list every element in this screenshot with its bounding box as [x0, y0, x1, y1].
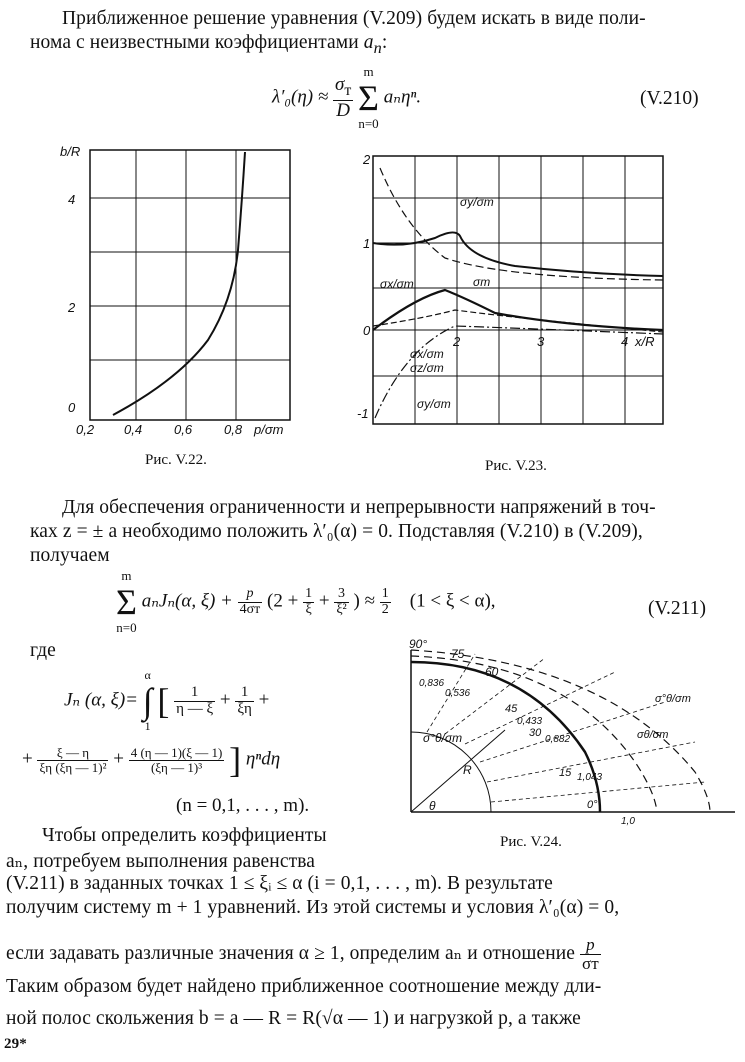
eq211-frac-half: $\frac{1}{2}$	[381, 585, 389, 617]
fig22-xtick-04: 0,4	[124, 422, 143, 437]
fig23-ytick-0: 0	[363, 323, 371, 338]
eq211-condition: (1 < ξ < α),	[409, 590, 496, 612]
fig23-ytick-m1: -1	[357, 406, 369, 421]
eq210-frac: $\frac{\sigma_т}{D}$	[335, 74, 352, 121]
para2-line-7: ной полос скольжения b = a — R = R(√α — 1) и нагрузкой p, а также	[6, 1008, 581, 1029]
figure-v23	[345, 148, 675, 448]
eq211-number: (V.211)	[648, 598, 706, 619]
fig24-label-theta: θ	[429, 799, 436, 813]
fig22-grid	[90, 150, 290, 420]
para2-line-1: Чтобы определить коэффициенты	[42, 825, 327, 846]
intro-line-2: нома с неизвестными коэффициентами $a_n$:	[30, 32, 388, 57]
fig22-caption: Рис. V.22.	[145, 452, 207, 468]
fig23-caption: Рис. V.23.	[485, 458, 547, 474]
j-tail: ηⁿdη	[245, 748, 281, 770]
fig24-caption: Рис. V.24.	[500, 834, 562, 850]
fig24-angle-30: 30	[529, 727, 542, 739]
eq211-plus: +	[318, 590, 330, 612]
j-integral: α ∫ 1	[142, 668, 153, 733]
fig23-xtick-3: 3	[537, 334, 545, 349]
eq211-frac-p: $\frac{p}{4\sigma т}$	[239, 585, 261, 617]
fig22-ytick-0: 0	[68, 400, 76, 415]
fig24-angle-15: 15	[559, 767, 572, 779]
eq210-term: aₙηⁿ.	[383, 86, 422, 108]
eq211-frac-1-xi: $\frac{1}{\xi}$	[305, 585, 313, 617]
eq211-body: aₙJₙ(α, ξ) +	[141, 590, 233, 612]
intro-line-1: Приближенное решение уравнения (V.209) будем искать в виде поли-	[62, 8, 646, 29]
fig24-val-0433: 0,433	[517, 716, 543, 727]
eq211-sum: m Σ n=0	[116, 568, 137, 635]
eq210-sum: m Σ n=0	[358, 64, 379, 131]
eq211-frac-3-xi2: $\frac{3}{\text{ξ²}}$	[336, 585, 347, 617]
equation-v210	[272, 64, 421, 132]
para1-line-1: Для обеспечения ограниченности и непрерывности напряжений в точ-	[62, 497, 656, 518]
intro-line-2-text: нома с неизвестными коэффициентами	[30, 32, 359, 53]
fig24-angle-90: 90°	[409, 637, 428, 651]
fig22-ytick-4: 4	[68, 192, 76, 207]
j-term2: $\frac{1}{\xi\eta}$	[237, 683, 252, 717]
j-term3: $\frac{\xi — \eta}{\text{ξη (ξη — 1)²}}$	[39, 744, 107, 775]
eq210-number: (V.210)	[640, 88, 699, 109]
fig22-ytick-2: 2	[68, 300, 76, 315]
fig23-label-sy-top: σy/σт	[460, 195, 494, 209]
fig22-xlabel: p/σт	[254, 422, 284, 437]
fig23-grid	[373, 156, 663, 424]
fig24-angle-45: 45	[505, 703, 518, 715]
fig22-xtick-02: 0,2	[76, 422, 95, 437]
figure-v22	[58, 140, 298, 440]
para2-line-6: Таким образом будет найдено приближенное соотношение между дли-	[6, 976, 602, 997]
fig23-curve-sy-upper	[373, 232, 663, 276]
fig23-label-sx-low: σx/σт	[410, 347, 444, 361]
para2-line-4: получим систему m + 1 уравнений. Из этой системы и условия λ′₀(α) = 0,	[6, 897, 620, 918]
fig23-label-sy-low: σy/σт	[417, 397, 451, 411]
fig24-val-10: 1,0	[621, 816, 635, 827]
page-number: 29*	[4, 1036, 27, 1052]
fig24-val-0536: 0,536	[445, 688, 471, 699]
eq211-close: ) ≈	[353, 590, 376, 612]
para1-line-3: получаем	[30, 545, 110, 566]
j-definition-line2: + $\frac{\xi — \eta}{\text{ξη (ξη — 1)²}}$ + $\frac{4 (\eta — 1)(\xi — 1)}{\text{(ξη — 1)³}}$ ] ηⁿdη	[22, 740, 281, 780]
fig24-val-0836: 0,836	[419, 678, 445, 689]
eq211-paren: (2 +	[267, 590, 299, 612]
para2-line-3: (V.211) в заданных точках 1 ≤ ξᵢ ≤ α (i = 0,1, . . . , m). В результате	[6, 873, 553, 894]
fig24-angle-60: 60	[485, 665, 499, 679]
fig23-curve-dash-upper	[380, 168, 663, 280]
fig23-label-sz-low: σz/σт	[410, 361, 444, 375]
fig23-ytick-1: 1	[363, 236, 371, 251]
fig24-label-s0-inner: σ°θ/σт	[423, 731, 463, 745]
fig23-label-sx-mid: σx/σт	[380, 277, 414, 291]
figure-v24	[405, 632, 740, 832]
j-definition-line1: Jₙ (α, ξ)= α ∫ 1 [ $\frac{1}{\eta — \xi}$ + $\frac{1}{\xi\eta}$ +	[64, 668, 270, 733]
fig24-label-R: R	[463, 763, 472, 777]
fig23-xtick-2: 2	[453, 334, 461, 349]
fig22-xtick-08: 0,8	[224, 422, 243, 437]
para1-line-2: ках z = ± a необходимо положить λ′₀(α) = 0. Подставляя (V.210) в (V.209),	[30, 521, 643, 542]
fig24-val-1043: 1,043	[577, 772, 603, 783]
fig22-ylabel: b/R	[60, 144, 81, 159]
j-term1: $\frac{1}{\eta — \xi}$	[176, 683, 214, 717]
j-range: (n = 0,1, . . . , m).	[176, 795, 310, 816]
fig24-val-0882: 0,882	[545, 734, 571, 745]
fig23-ytick-2: 2	[363, 152, 371, 167]
j-term4: $\frac{4 (\eta — 1)(\xi — 1)}{\text{(ξη — 1)³}}$	[130, 744, 223, 775]
para2-line-2: aₙ, потребуем выполнения равенства	[6, 851, 316, 872]
fig23-xtick-4: 4	[621, 334, 629, 349]
fig22-curve	[113, 152, 245, 415]
fig22-xtick-06: 0,6	[174, 422, 193, 437]
fig24-label-s: σθ/σт	[637, 729, 669, 741]
j-lhs: Jₙ (α, ξ)=	[64, 689, 138, 711]
fig24-angle-75: 75	[451, 647, 465, 661]
para2-ratio: $\frac{p}{\sigma т}$	[582, 935, 599, 973]
eq210-lhs: λ′₀(η) ≈	[272, 86, 329, 108]
fig24-angle-0: 0°	[587, 799, 598, 811]
fig23-xlabel: x/R	[635, 334, 655, 349]
fig24-label-s0: σ°θ/σт	[655, 693, 691, 705]
para2-line-5	[6, 936, 601, 973]
equation-v211	[116, 568, 496, 636]
where-word: где	[30, 640, 56, 661]
fig23-label-st: σт	[473, 275, 491, 289]
coef-an: $a_n$	[363, 32, 382, 57]
fig23-curve-sx	[373, 290, 663, 330]
para2-line-5-text: если задавать различные значения α ≥ 1, определим aₙ и отношение	[6, 942, 576, 964]
